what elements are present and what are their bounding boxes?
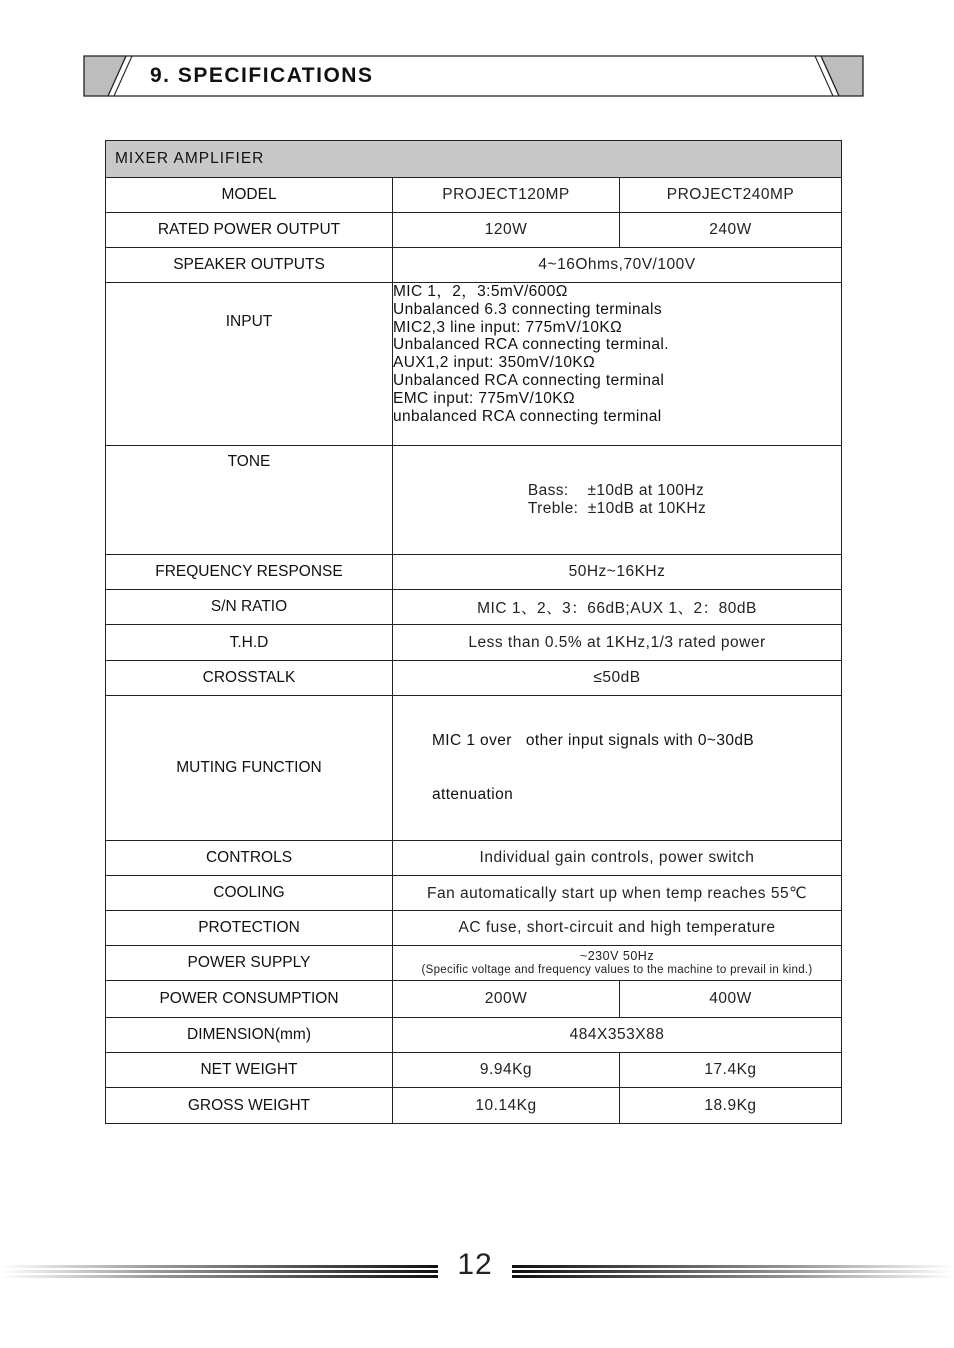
input-line: AUX1,2 input: 350mV/10KΩ [393,354,596,372]
table-row [106,911,842,946]
row-label: T.H.D [106,625,393,661]
cell-value: 120W [393,213,620,248]
cell-value: 17.4Kg [620,1053,842,1088]
input-spec-cell [393,283,842,446]
model-120: PROJECT120MP [393,178,620,213]
table-row [106,1088,842,1124]
table-row [106,1053,842,1088]
power-supply-value: ~230V 50Hz [579,949,655,963]
table-row [106,590,842,625]
cell-value: ≤50dB [393,661,842,696]
muting-line: attenuation [432,786,514,803]
table-row [106,946,842,981]
row-label: RATED POWER OUTPUT [106,213,393,248]
row-label: POWER SUPPLY [106,946,393,981]
row-label: S/N RATIO [106,590,393,625]
table-row [106,283,842,446]
row-label: TONE [106,446,393,555]
cell-value: 200W [393,981,620,1018]
table-row [106,555,842,590]
cell-value: AC fuse, short-circuit and high temperature [393,911,842,946]
table-row [106,248,842,283]
cell-value: 9.94Kg [393,1053,620,1088]
cell-value: Individual gain controls, power switch [393,841,842,876]
table-row [106,661,842,696]
cell-value: Less than 0.5% at 1KHz,1/3 rated power [393,625,842,661]
power-supply-note: (Specific voltage and frequency values to the machine to prevail in kind.) [421,964,813,976]
section-title: MIXER AMPLIFIER [106,141,842,178]
tone-bass: Bass: ±10dB at 100Hz [527,482,705,499]
page-title: 9. SPECIFICATIONS [150,64,374,87]
row-label: DIMENSION(mm) [106,1018,393,1053]
row-label: POWER CONSUMPTION [106,981,393,1018]
table-row [106,876,842,911]
row-label: COOLING [106,876,393,911]
row-label: FREQUENCY RESPONSE [106,555,393,590]
row-label: SPEAKER OUTPUTS [106,248,393,283]
table-row [106,178,842,213]
row-label: CONTROLS [106,841,393,876]
row-label: INPUT [106,283,393,446]
cell-value: 18.9Kg [620,1088,842,1124]
cell-value: 50Hz~16KHz [393,555,842,590]
row-label: MUTING FUNCTION [106,696,393,841]
row-label: CROSSTALK [106,661,393,696]
table-header-row [106,141,842,178]
tone-treble: Treble: ±10dB at 10KHz [527,500,707,517]
row-label: GROSS WEIGHT [106,1088,393,1124]
cell-value: 4~16Ohms,70V/100V [393,248,842,283]
table-row [106,981,842,1018]
section-header-banner [83,55,864,97]
row-label: PROTECTION [106,911,393,946]
input-line: MIC2,3 line input: 775mV/10KΩ [393,318,623,336]
model-240: PROJECT240MP [620,178,842,213]
table-row [106,1018,842,1053]
input-line: unbalanced RCA connecting terminal [393,407,662,425]
input-line: Unbalanced RCA connecting terminal. [393,336,669,354]
tone-cell [393,446,842,555]
row-label: MODEL [106,178,393,213]
power-supply-cell [393,946,842,981]
page-number: 12 [457,1248,493,1281]
table-row [106,213,842,248]
cell-value: 10.14Kg [393,1088,620,1124]
input-line: Unbalanced RCA connecting terminal [393,371,665,389]
cell-value: MIC 1、2、3：66dB;AUX 1、2：80dB [393,590,842,625]
muting-line: MIC 1 over other input signals with 0~30dB [432,732,755,749]
input-line: MIC 1，2，3:5mV/600Ω [393,283,568,300]
table-row [106,625,842,661]
cell-value: 240W [620,213,842,248]
input-line: Unbalanced 6.3 connecting terminals [393,300,663,318]
table-row [106,841,842,876]
table-row [106,696,842,841]
table-row [106,446,842,555]
footer-left-rule [0,1262,438,1280]
footer-right-rule [512,1262,954,1280]
muting-cell [393,696,842,841]
spec-table [105,140,842,1124]
cell-value: Fan automatically start up when temp reaches 55℃ [393,876,842,911]
row-label: NET WEIGHT [106,1053,393,1088]
input-line: EMC input: 775mV/10KΩ [393,389,575,407]
cell-value: 484X353X88 [393,1018,842,1053]
cell-value: 400W [620,981,842,1018]
